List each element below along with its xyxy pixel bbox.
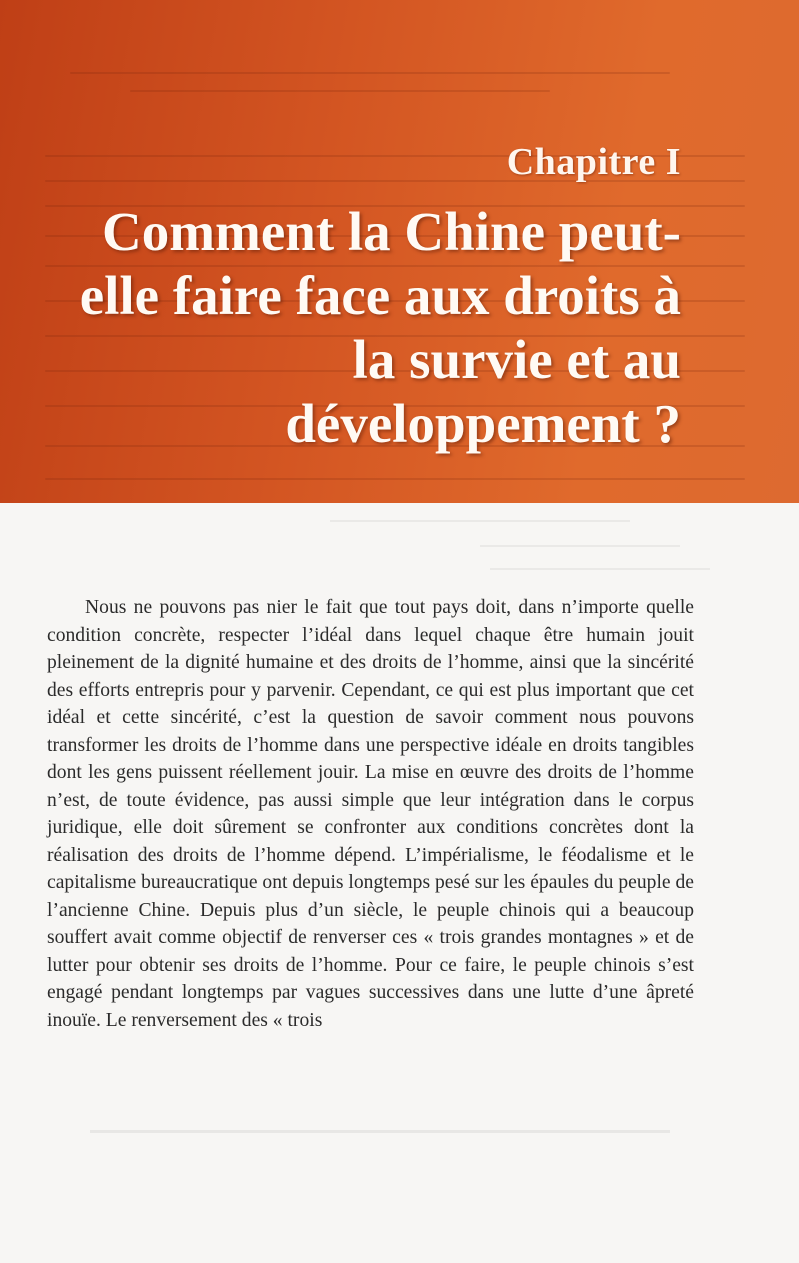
show-through-line: [490, 568, 710, 570]
show-through-line: [90, 1130, 670, 1133]
body-paragraph: Nous ne pouvons pas nier le fait que tout pays doit, dans n’importe quelle condition concrète, respecter l’idéal dans lequel chaque être humain jouit pleinement de la dignité humaine et des droits de l’homme, ainsi que la sincérité des efforts entrepris pour y parvenir. Cependant, ce qui est plus important que cet idéal et cette sincérité, c’est la question de savoir comment nous pouvons transformer les droits de l’homme dans une perspective idéale en droits tangibles dont les gens puissent réellement jouir. La mise en œuvre des droits de l’homme n’est, de toute évidence, pas aussi simple que leur intégration dans le corpus juridique, elle doit sûrement se confronter aux conditions concrètes dont la réalisation des droits de l’homme dépend. L’impérialisme, le féodalisme et le capitalisme bureaucratique ont depuis longtemps pesé sur les épaules du peuple de l’ancienne Chine. Depuis plus d’un siècle, le peuple chinois qui a beaucoup souffert avait comme objectif de renverser ces « trois grandes montagnes » et de lutter pour obtenir ses droits de l’homme. Pour ce faire, le peuple chinois s’est engagé pendant longtemps par vagues successives dans une lutte d’une âpreté inouïe. Le renversement des « trois: [47, 597, 694, 1031]
chapter-label: Chapitre I: [506, 141, 681, 183]
show-through-line: [130, 90, 550, 92]
show-through-line: [70, 72, 670, 74]
chapter-title: Comment la Chine peut-elle faire face aux droits à la survie et au développement ?: [79, 201, 681, 454]
show-through-line: [480, 545, 680, 547]
show-through-line: [330, 520, 630, 522]
show-through-line: [45, 478, 745, 480]
chapter-header-band: [0, 0, 799, 503]
